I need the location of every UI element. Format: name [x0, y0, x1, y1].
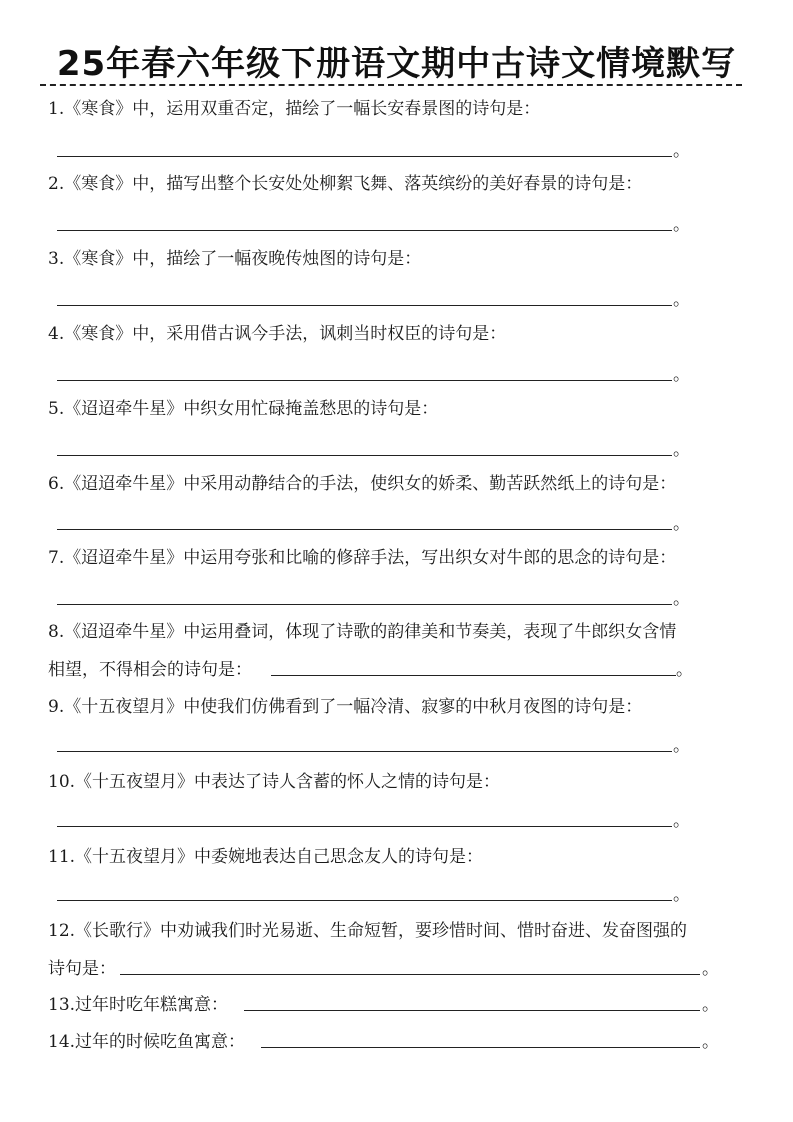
answer-blank[interactable]: [57, 305, 672, 306]
period-mark: 。: [673, 290, 690, 310]
question-8: [48, 621, 676, 643]
period-mark: 。: [673, 365, 690, 385]
question-number: 11.: [48, 847, 76, 867]
question-14: [48, 1031, 728, 1053]
question-12: [48, 920, 687, 942]
answer-blank[interactable]: [57, 156, 672, 157]
question-number: 8.: [48, 622, 65, 642]
answer-blank[interactable]: [57, 529, 672, 530]
question-text: 《十五夜望月》中委婉地表达自己思念友人的诗句是：: [75, 847, 484, 867]
question-9: [48, 696, 642, 718]
answer-blank[interactable]: [271, 675, 676, 676]
question-text: 《长歌行》中劝诫我们时光易逝、生命短暂，要珍惜时间、惜时奋进、发奋图强的: [75, 921, 688, 941]
question-number: 9.: [48, 697, 65, 717]
question-text-continued: 诗句是：: [48, 959, 116, 979]
question-6: [48, 473, 676, 495]
question-number: 6.: [48, 474, 65, 494]
question-number: 14.: [48, 1032, 76, 1052]
answer-blank[interactable]: [57, 230, 672, 231]
question-number: 7.: [48, 548, 65, 568]
answer-blank[interactable]: [244, 1010, 700, 1011]
question-text: 《迢迢牵牛星》中采用动静结合的手法，使织女的娇柔、勤苦跃然纸上的诗句是：: [64, 474, 677, 494]
period-mark: 。: [702, 1032, 719, 1052]
title-divider: [40, 84, 742, 86]
answer-blank[interactable]: [57, 455, 672, 456]
question-4: [48, 323, 506, 345]
question-text: 《迢迢牵牛星》中织女用忙碌掩盖愁思的诗句是：: [64, 399, 439, 419]
question-text: 《寒食》中，描写出整个长安处处柳絮飞舞、落英缤纷的美好春景的诗句是：: [64, 174, 643, 194]
question-1: [48, 98, 540, 120]
question-7: [48, 547, 676, 569]
answer-blank[interactable]: [57, 826, 672, 827]
question-number: 1.: [48, 99, 65, 119]
answer-blank[interactable]: [57, 900, 672, 901]
period-mark: 。: [673, 811, 690, 831]
period-mark: 。: [673, 736, 690, 756]
question-2: [48, 173, 642, 195]
period-mark: 。: [673, 514, 690, 534]
question-text: 《十五夜望月》中使我们仿佛看到了一幅冷清、寂寥的中秋月夜图的诗句是：: [64, 697, 643, 717]
period-mark: 。: [673, 589, 690, 609]
question-text-continued: 相望，不得相会的诗句是：: [48, 660, 252, 680]
question-text: 过年的时候吃鱼寓意：: [75, 1032, 246, 1052]
question-text: 《寒食》中，描绘了一幅夜晚传烛图的诗句是：: [64, 249, 422, 269]
answer-blank[interactable]: [57, 604, 672, 605]
question-text: 《寒食》中，采用借古讽今手法，讽刺当时权臣的诗句是：: [64, 324, 507, 344]
period-mark: 。: [676, 660, 693, 680]
question-text: 《迢迢牵牛星》中运用叠词，体现了诗歌的韵律美和节奏美，表现了牛郎织女含情: [64, 622, 677, 642]
answer-blank[interactable]: [57, 751, 672, 752]
period-mark: 。: [673, 440, 690, 460]
question-10: [48, 771, 500, 793]
answer-blank[interactable]: [261, 1047, 700, 1048]
question-number: 10.: [48, 772, 76, 792]
question-number: 4.: [48, 324, 65, 344]
period-mark: 。: [673, 885, 690, 905]
question-number: 12.: [48, 921, 76, 941]
period-mark: 。: [702, 959, 719, 979]
question-number: 13.: [48, 995, 76, 1015]
period-mark: 。: [702, 995, 719, 1015]
question-3: [48, 248, 421, 270]
question-12-continuation: [48, 958, 728, 980]
period-mark: 。: [673, 141, 690, 161]
question-text: 过年时吃年糕寓意：: [75, 995, 229, 1015]
question-number: 2.: [48, 174, 65, 194]
period-mark: 。: [673, 215, 690, 235]
question-number: 5.: [48, 399, 65, 419]
page-title: 25年春六年级下册语文期中古诗文情境默写: [56, 44, 737, 84]
question-text: 《迢迢牵牛星》中运用夸张和比喻的修辞手法，写出织女对牛郎的思念的诗句是：: [64, 548, 677, 568]
question-13: [48, 994, 728, 1016]
answer-blank[interactable]: [120, 974, 700, 975]
answer-blank[interactable]: [57, 380, 672, 381]
question-number: 3.: [48, 249, 65, 269]
question-5: [48, 398, 438, 420]
question-8-continuation: [48, 659, 698, 681]
question-text: 《十五夜望月》中表达了诗人含蓄的怀人之情的诗句是：: [75, 772, 501, 792]
question-11: [48, 846, 483, 868]
question-text: 《寒食》中，运用双重否定，描绘了一幅长安春景图的诗句是：: [64, 99, 541, 119]
